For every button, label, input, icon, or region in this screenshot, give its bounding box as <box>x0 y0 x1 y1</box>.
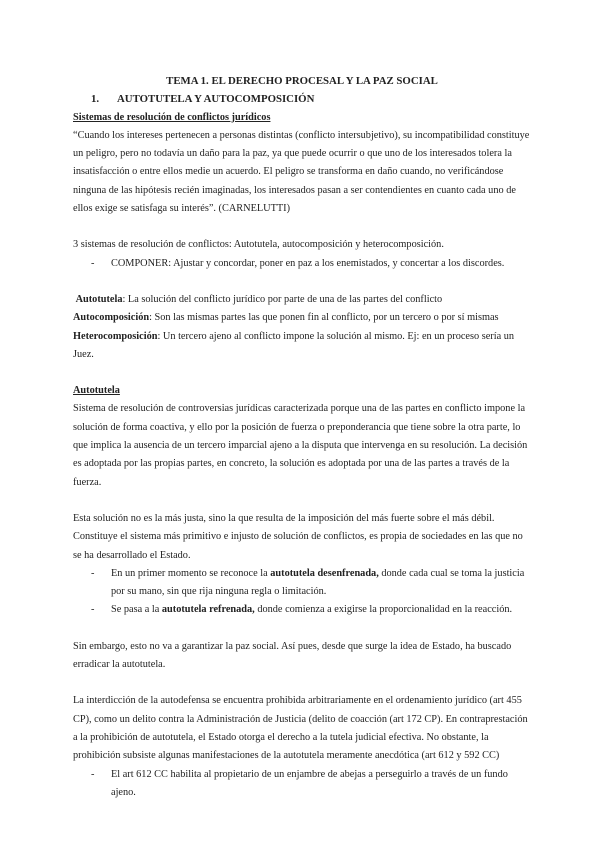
definition-autotutela <box>73 291 531 309</box>
bullet-text: En un primer momento se reconoce la <box>111 567 271 579</box>
list-item <box>73 255 531 273</box>
definition-autocomposicion <box>73 309 531 327</box>
bullet-bold: autotutela desenfrenada, <box>270 567 379 579</box>
autotutela-paragraph-3: Sin embargo, esto no va a garantizar la paz social. Así pues, desde que surge la idea de Estado, ha buscado erradicar la autotutela. <box>73 640 512 671</box>
subheading: Sistemas de resolución de conflictos jurídicos <box>73 111 271 123</box>
definition-text: : Son las mismas partes las que ponen fin al conflicto, por un tercero o por sí mismas <box>149 312 499 324</box>
autotutela-heading: Autotutela <box>73 385 120 397</box>
definition-term: Autocomposición <box>73 312 150 324</box>
bullet-text: El art 612 CC habilita al propietario de un enjambre de abejas a perseguirlo a través de un fundo ajeno. <box>111 768 508 798</box>
bullet-text: donde cada cual se toma la justicia por su mano, sin que rija ninguna regla o limitación. <box>111 567 525 598</box>
bullet-bold: autotutela refrenada, <box>161 604 255 616</box>
bullet-text: donde comienza a exigirse la proporcionalidad en la reacción. <box>254 604 513 616</box>
page-title: TEMA 1. EL DERECHO PROCESAL Y LA PAZ SOCIAL <box>166 75 438 87</box>
definition-text: : Un tercero ajeno al conflicto impone la solución al mismo. Ej: en un proceso sería un Juez. <box>73 330 515 360</box>
list-item <box>73 601 531 619</box>
dash-bullet: - <box>91 768 95 780</box>
dash-bullet: - <box>91 257 95 269</box>
definition-term: Heterocomposición <box>73 330 158 342</box>
list-item <box>73 766 531 803</box>
autotutela-paragraph-2: Esta solución no es la más justa, sino la que resulta de la imposición del más fuerte sobre el más débil. Constituye el sistema más primitivo e injusto de solución de conflictos, es propia de sociedades en las que no se ha desarrollado el Estado. <box>73 512 523 561</box>
section-number: 1. <box>91 93 100 106</box>
section-heading <box>91 90 531 108</box>
componer-text: COMPONER: Ajustar y concordar, poner en paz a los enemistados, y concertar a los discordes. <box>111 257 505 269</box>
bullet-text: Se pasa a la <box>111 604 162 616</box>
carnelutti-quote: “Cuando los intereses pertenecen a personas distintas (conflicto intersubjetivo), su incompatibilidad constituye un peligro, pero no todavía un daño para la paz, ya que puede ocurrir o que uno de los interesados tolera la insatisfacción o entre ellos medie un acuerdo. El peligro se transforma en daño cuando, no verificándose ninguna de las hipótesis recién imaginadas, los interesados pasan a ser contendientes en cuanto cada uno de ellos exige se satisfaga su interés”. (CARNELUTTI) <box>73 129 530 215</box>
autotutela-paragraph-4: La interdicción de la autodefensa se encuentra prohibida arbitrariamente en el ordenamiento jurídico (art 455 CP), como un delito contra la Administración de Justicia (delito de coacción (art 172 CP). En contraprestación a la prohibición de autotutela, el Estado otorga el derecho a la tutela judicial efectiva. No obstante, la prohibición subsiste algunas manifestaciones de la autotutela meramente anecdótica (art 612 y 592 CC) <box>73 695 528 762</box>
definition-term: Autotutela <box>75 293 123 305</box>
definition-text: : La solución del conflicto jurídico por parte de una de las partes del conflicto <box>122 293 443 305</box>
document-page <box>73 72 531 802</box>
systems-paragraph: 3 sistemas de resolución de conflictos: Autotutela, autocomposición y heterocomposición. <box>73 239 444 251</box>
dash-bullet: - <box>91 604 95 616</box>
section-heading-text: AUTOTUTELA Y AUTOCOMPOSICIÓN <box>117 93 315 106</box>
definition-heterocomposicion <box>73 328 531 365</box>
autotutela-paragraph-1: Sistema de resolución de controversias jurídicas caracterizada porque una de las partes en conflicto impone la solución de forma coactiva, y ello por la posición de fuerza o preponderancia que tiene sobre la otra parte, lo que implica la ausencia de un tercero imparcial ajeno a la disputa que intervenga en su resolución. La decisión es adoptada por las propias partes, en concreto, la solución es adoptada por una de las partes a través de la fuerza. <box>73 403 528 488</box>
dash-bullet: - <box>91 567 95 579</box>
list-item <box>73 565 531 602</box>
